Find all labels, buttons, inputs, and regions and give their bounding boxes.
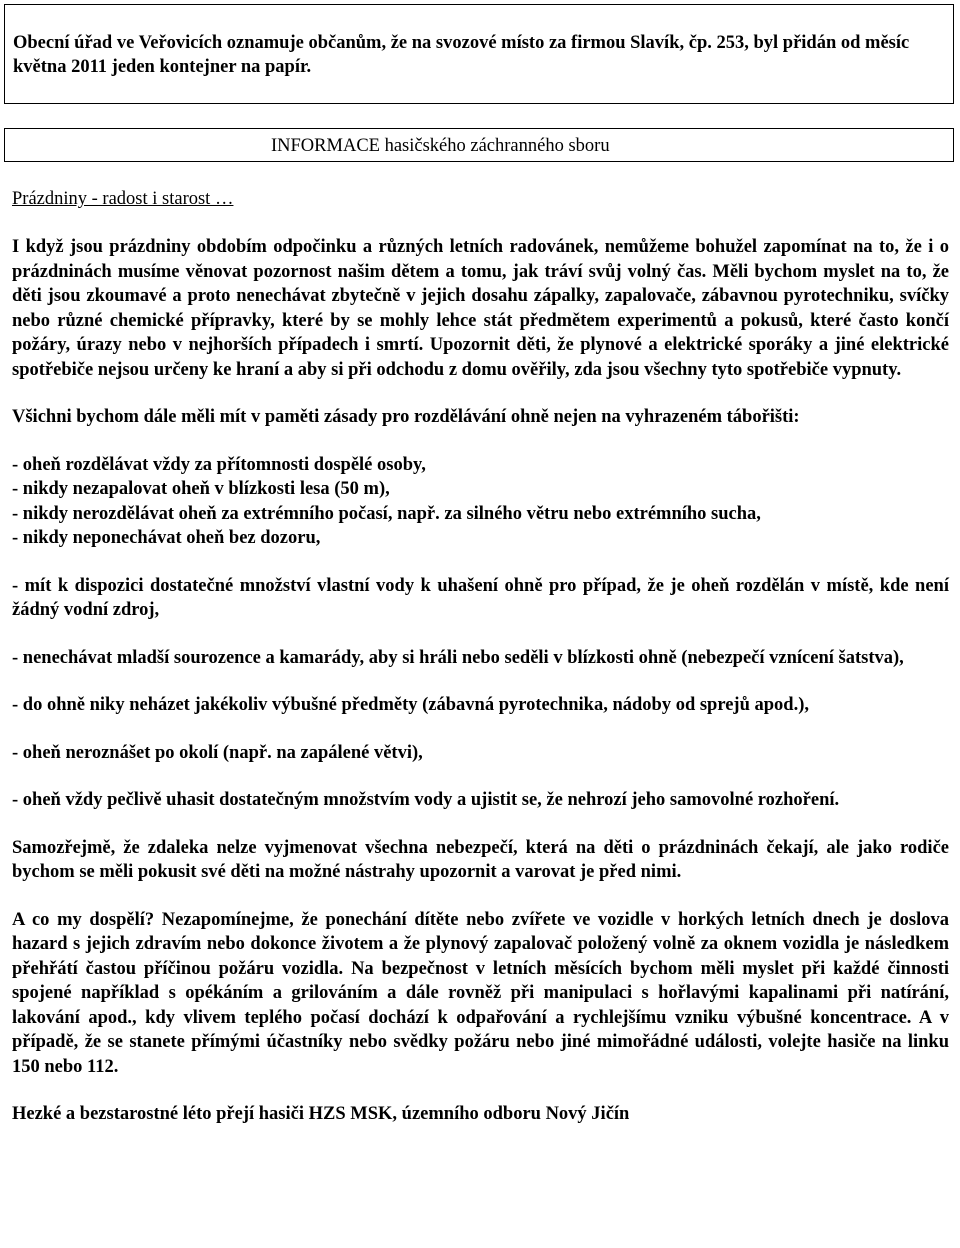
rule-extinguish: - oheň vždy pečlivě uhasit dostatečným množstvím vody a ujistit se, že nehrozí jeho samovolné rozhoření. (12, 790, 840, 810)
rule-item: - nikdy nerozdělávat oheň za extrémního počasí, např. za silného větru nebo extrémního sucha, (12, 503, 761, 524)
rule-carry: - oheň neroznášet po okolí (např. na zapálené větvi), (12, 742, 423, 763)
rules-list (12, 453, 949, 551)
closing-line: Hezké a bezstarostné léto přejí hasiči HZS MSK, územního odboru Nový Jičín (12, 1104, 630, 1124)
rule-children: - nenechávat mladší sourozence a kamarády, aby si hráli nebo seděli v blízkosti ohně (nebezpečí vznícení šatstva), (12, 647, 904, 668)
rule-item: - nikdy nezapalovat oheň v blízkosti lesa (50 m), (12, 479, 390, 499)
dangers-paragraph: Samozřejmě, že zdaleka nelze vyjmenovat všechna nebezpečí, která na děti o prázdninách čekají, ale jako rodiče bychom se měli pokusit své děti na možné nástrahy upozornit a varovat je před nimi. (12, 837, 949, 882)
rule-item: - nikdy neponechávat oheň bez dozoru, (12, 528, 321, 548)
rule-item: - oheň rozdělávat vždy za přítomnosti dospělé osoby, (12, 454, 426, 475)
rule-water: - mít k dispozici dostatečné množství vlastní vody k uhašení ohně pro případ, že je oheň rozdělán v místě, kde není žádný vodní zdroj, (12, 575, 949, 620)
article-body (12, 235, 949, 1150)
info-header-box (4, 128, 954, 162)
info-title: INFORMACE hasičského záchranného sboru (271, 136, 610, 156)
article-subtitle: Prázdniny - radost i starost … (12, 189, 234, 209)
notice-text: Obecní úřad ve Veřovicích oznamuje občanům, že na svozové místo za firmou Slavík, čp. 253, byl přidán od měsíc května 2011 jeden kontejner na papír. (13, 33, 910, 77)
rule-explosives: - do ohně niky neházet jakékoliv výbušné předměty (zábavná pyrotechnika, nádoby od sprejů apod.), (12, 695, 809, 715)
notice-box (4, 4, 954, 104)
adults-paragraph: A co my dospělí? Nezapomínejme, že ponechání dítěte nebo zvířete ve vozidle v horkých letních dnech je doslova hazard s jejich zdravím nebo dokonce životem a že plynový zapalovač položený volně za oknem vozidla je následkem přehřátí častou příčinou požáru vozidla. Na bezpečnost v letních měsících bychom měli myslet při každé činnosti spojené například s opékáním a grilováním a dále rovněž při manipulaci s hořlavými kapalinami při natírání, lakování apod., kdy vlivem teplého počasí dochází k odpařování a rychlejšímu vzniku výbušné koncentrace. A v případě, že se stanete přímými účastníky nebo svědky požáru nebo jiné mimořádné události, volejte hasiče na linku 150 nebo 112. (12, 909, 949, 1077)
intro-paragraph: I když jsou prázdniny obdobím odpočinku a různých letních radovánek, nemůžeme bohužel zapomínat na to, že i o prázdninách musíme věnovat pozornost našim dětem a tomu, jak tráví svůj volný čas. Měli bychom myslet na to, že děti jsou zkoumavé a proto nenechávat zbytečně v jejich dosahu zápalky, zapalovače, zábavnou pyrotechniku, svíčky nebo různé chemické přípravky, které by se mohly lehce stát předmětem experimentů a pokusů, které často končí požáry, úrazy nebo v nejhorších případech i smrtí. Upozornit děti, že plynové a elektrické sporáky a jiné elektrické spotřebiče nejsou určeny ke hraní a aby si při odchodu z domu ověřily, zda jsou všechny tyto spotřebiče vypnuty. (12, 237, 949, 380)
rules-intro: Všichni bychom dále měli mít v paměti zásady pro rozdělávání ohně nejen na vyhrazeném tábořišti: (12, 407, 800, 427)
